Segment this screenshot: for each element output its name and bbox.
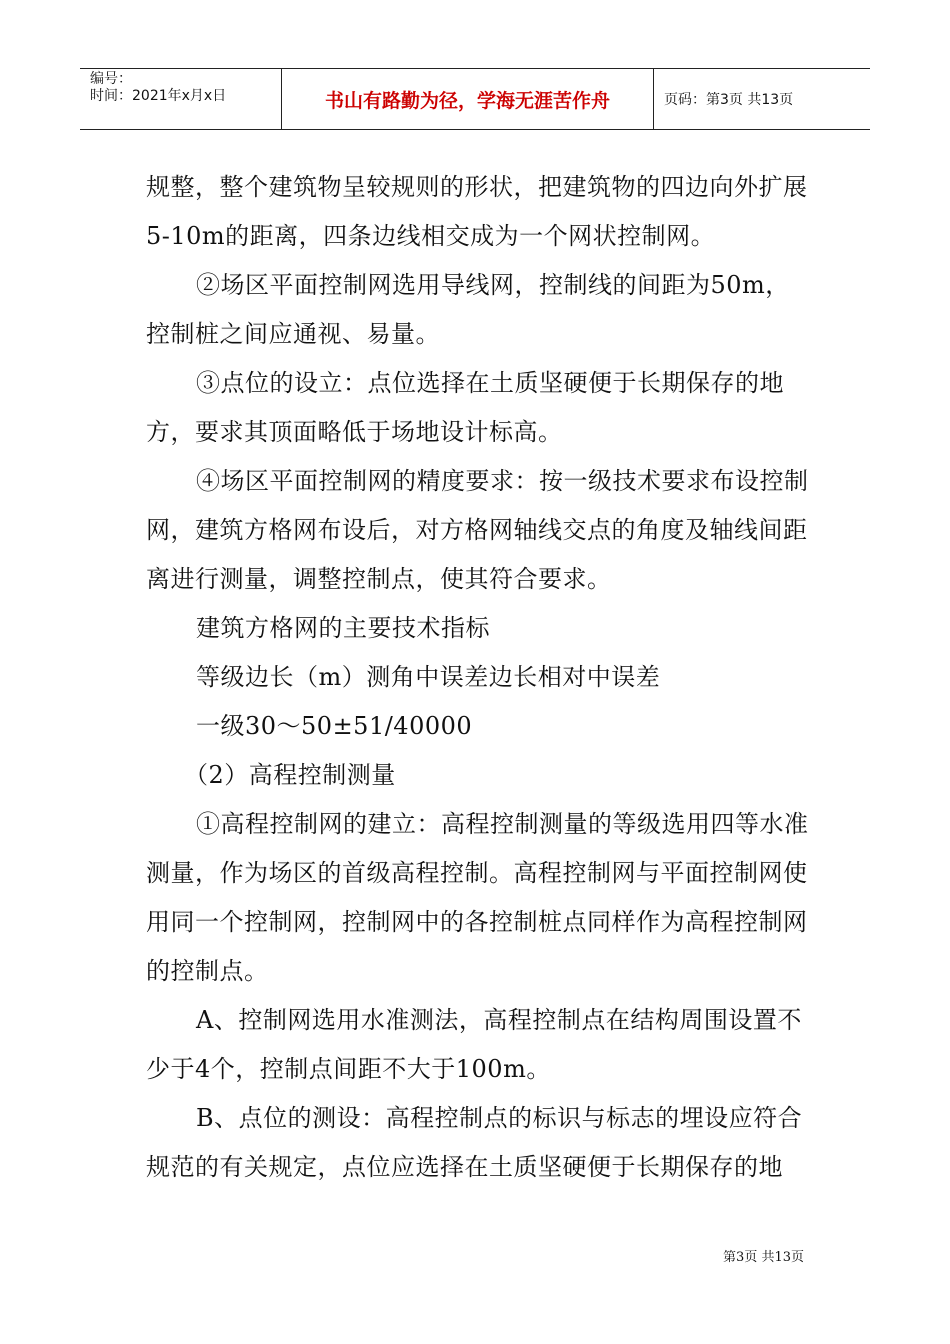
number-label: 编号：	[90, 71, 132, 87]
paragraph-2: ②场区平面控制网选用导线网，控制线的间距为50m，控制桩之间应通视、易量。	[146, 271, 790, 348]
paragraph-4: ④场区平面控制网的精度要求：按一级技术要求布设控制网，建筑方格网布设后，对方格网轴线交点的角度及轴线间距离进行测量，调整控制点，使其符合要求。	[146, 467, 809, 593]
paragraph-6: 等级边长（m）测角中误差边长相对中误差	[196, 663, 661, 691]
footer-page-number: 第3页 共13页	[723, 1250, 804, 1265]
section-heading: （2）高程控制测量	[184, 761, 396, 789]
document-header	[80, 68, 870, 130]
paragraph-1: 规整，整个建筑物呈较规则的形状，把建筑物的四边向外扩展5-10m的距离，四条边线相交成为一个网状控制网。	[146, 173, 808, 250]
paragraph-5: 建筑方格网的主要技术指标	[196, 614, 490, 642]
header-motto: 书山有路勤为径，学海无涯苦作舟	[282, 69, 654, 129]
time-label: 时间：2021年x月x日	[90, 88, 227, 104]
document-body	[146, 163, 810, 1192]
header-meta	[80, 69, 282, 129]
paragraph-10: A、控制网选用水准测法，高程控制点在结构周围设置不少于4个，控制点间距不大于100m。	[146, 1006, 802, 1083]
paragraph-9: ①高程控制网的建立：高程控制测量的等级选用四等水准测量，作为场区的首级高程控制。高程控制网与平面控制网使用同一个控制网，控制网中的各控制桩点同样作为高程控制网的控制点。	[146, 810, 809, 985]
header-page-code: 页码：第3页 共13页	[664, 92, 794, 108]
paragraph-3: ③点位的设立：点位选择在土质坚硬便于长期保存的地方，要求其顶面略低于场地设计标高。	[146, 369, 784, 446]
paragraph-11: B、点位的测设：高程控制点的标识与标志的埋设应符合规范的有关规定，点位应选择在土质坚硬便于长期保存的地	[146, 1104, 803, 1181]
paragraph-7: 一级30～50±51/40000	[196, 712, 473, 740]
